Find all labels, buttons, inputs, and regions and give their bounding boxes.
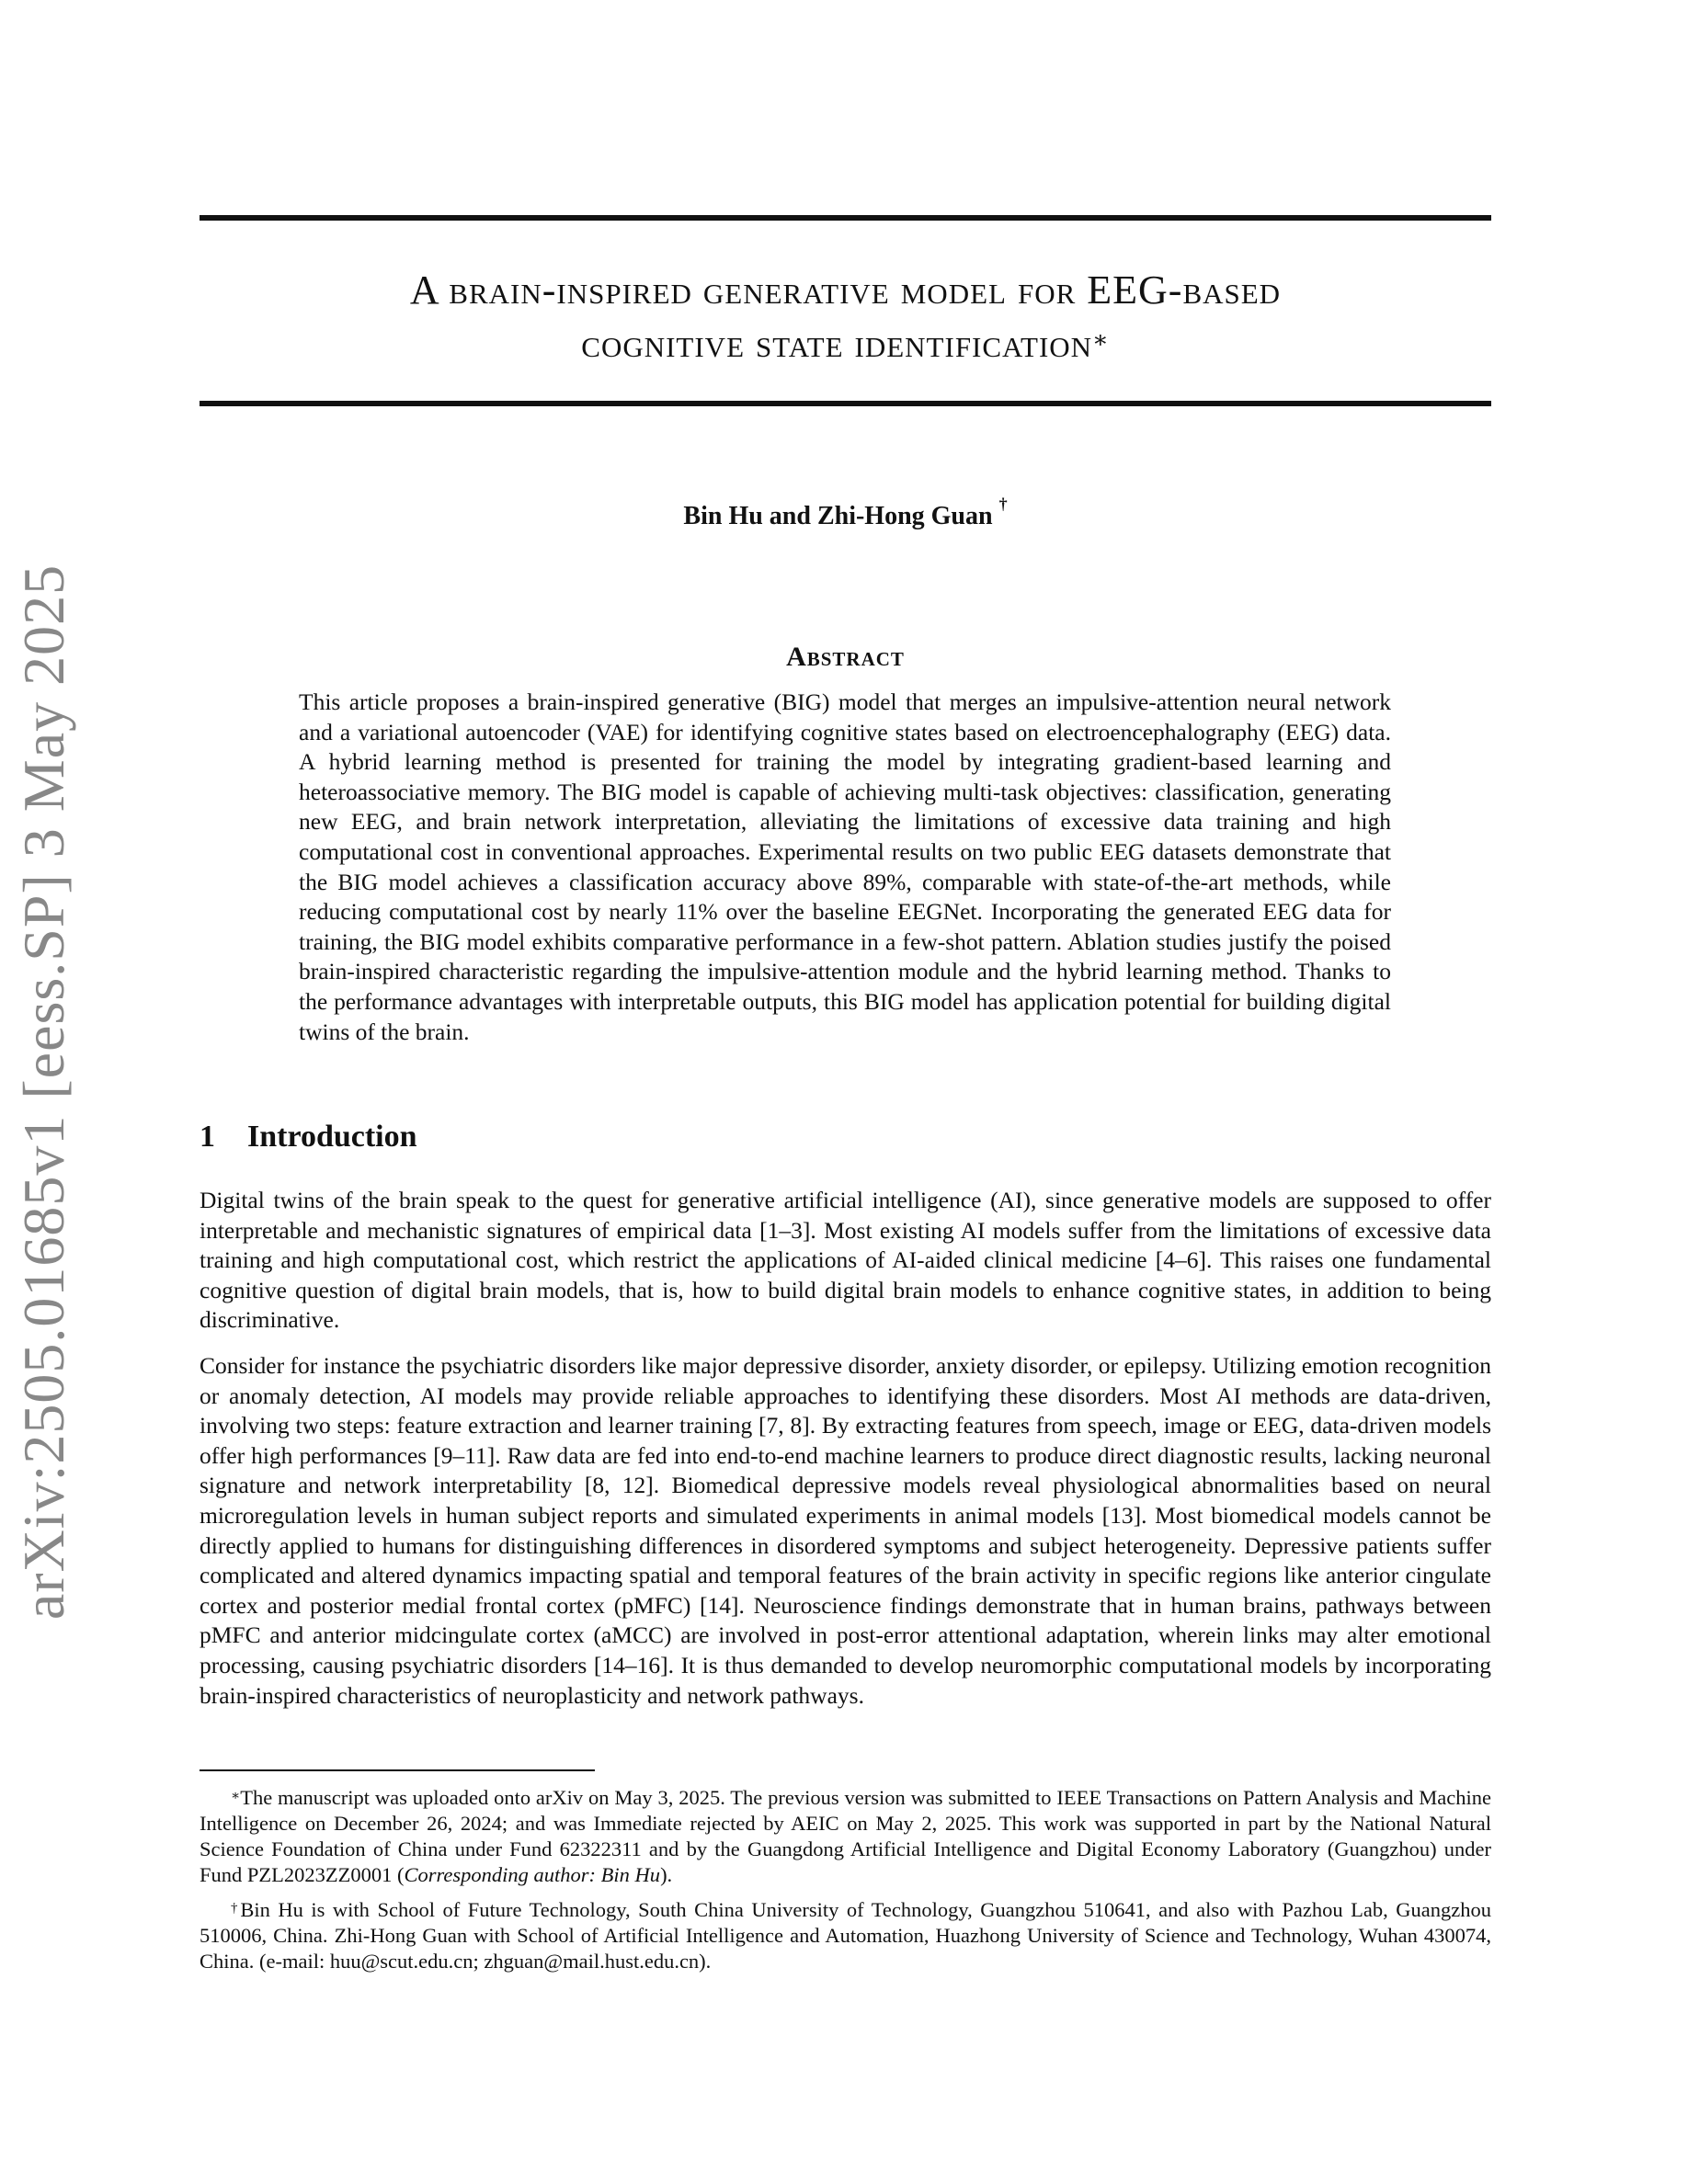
- footnote-1-tail: ).: [660, 1863, 673, 1886]
- section-heading-introduction: [200, 1120, 417, 1155]
- section-number: 1: [200, 1120, 215, 1154]
- footnote-1-text: The manuscript was uploaded onto arXiv on May 3, 2025. The previous version was submitted to IEEE Transactions on Pattern Analysis and Machine Intelligence on December 26, 2024; and was Immediate rejected by AEIC on May 2, 2025. This work was supported in part by the National Natural Science Foundation of China under Fund 62322311 and by the Guangdong Artificial Intelligence and Digital Economy Laboratory (Guangzhou) under Fund PZL2023ZZ0001 (: [200, 1786, 1491, 1886]
- footnote-1-corresponding-author: Corresponding author: Bin Hu: [404, 1863, 661, 1886]
- footnote-2: [200, 1897, 1491, 1974]
- author-list: [200, 495, 1491, 531]
- paper-title-line-1: [200, 265, 1491, 316]
- abstract-heading: Abstract: [786, 642, 905, 672]
- footnote-1-mark: ∗: [231, 1789, 241, 1803]
- footnote-2-mark: †: [231, 1901, 241, 1916]
- intro-paragraph-2: Consider for instance the psychiatric disorders like major depressive disorder, anxiety disorder, or epilepsy. Utilizing emotion recognition or anomaly detection, AI models may provide reliable approaches to identifying these disorders. Most AI methods are data-driven, involving two steps: feature extraction and learner training [7, 8]. By extracting features from speech, image or EEG, data-driven models offer high performances [9–11]. Raw data are fed into end-to-end machine learners to produce direct diagnostic results, lacking neuronal signature and network interpretability [8, 12]. Biomedical depressive models reveal physiological abnormalities based on neural microregulation levels in human subject reports and simulated experiments in animal models [13]. Most biomedical models cannot be directly applied to humans for distinguishing differences in disordered symptoms and subject heterogeneity. Depressive patients suffer complicated and altered dynamics impacting spatial and temporal features of the brain activity in specific regions like anterior cingulate cortex and posterior medial frontal cortex (pMFC) [14]. Neuroscience findings demonstrate that in human brains, pathways between pMFC and anterior midcingulate cortex (aMCC) are involved in post-error attentional adaptation, wherein links may alter emotional processing, causing psychiatric disorders [14–16]. It is thus demanded to develop neuromorphic computational models by incorporating brain-inspired characteristics of neuroplasticity and network pathways.: [200, 1352, 1491, 1709]
- title-top-rule: [200, 215, 1491, 221]
- author-names: Bin Hu and Zhi-Hong Guan: [683, 502, 993, 530]
- title-line-1-text: A brain-inspired generative model for EEG-based: [409, 267, 1282, 313]
- intro-paragraph-1: Digital twins of the brain speak to the quest for generative artificial intelligence (AI), since generative models are supposed to offer interpretable and mechanistic signatures of empirical data [1–3]. Most existing AI models suffer from the limitations of excessive data training and high computational cost, which restrict the applications of AI-aided clinical medicine [4–6]. This raises one fundamental cognitive question of digital brain models, that is, how to build digital brain models to enhance cognitive states, in addition to being discriminative.: [200, 1187, 1491, 1334]
- paper-title-line-2: [200, 318, 1491, 370]
- section-title: Introduction: [247, 1120, 417, 1154]
- footnote-2-text: Bin Hu is with School of Future Technology, South China University of Technology, Guangzhou 510641, and also with Pazhou Lab, Guangzhou 510006, China. Zhi-Hong Guan with School of Artificial Intelligence and Automation, Huazhong University of Science and Technology, Wuhan 430074, China. (e-mail: huu@scut.edu.cn; zhguan@mail.hust.edu.cn).: [200, 1898, 1491, 1973]
- title-footnote-mark: ∗: [1092, 326, 1110, 353]
- footnote-separator: [200, 1769, 595, 1771]
- arxiv-identifier-stamp: arXiv:2505.01685v1 [eess.SP] 3 May 2025: [11, 563, 76, 1621]
- author-footnote-mark: †: [998, 495, 1008, 513]
- title-bottom-rule: [200, 401, 1491, 406]
- abstract-text: This article proposes a brain-inspired generative (BIG) model that merges an impulsive-attention neural network and a variational autoencoder (VAE) for identifying cognitive states based on electroencephalography (EEG) data. A hybrid learning method is presented for training the model by integrating gradient-based learning and heteroassociative memory. The BIG model is capable of achieving multi-task objectives: classification, generating new EEG, and brain network interpretation, alleviating the limitations of excessive data training and high computational cost in conventional approaches. Experimental results on two public EEG datasets demonstrate that the BIG model achieves a classification accuracy above 89%, comparable with state-of-the-art methods, while reducing computational cost by nearly 11% over the baseline EEGNet. Incorporating the generated EEG data for training, the BIG model exhibits comparative performance in a few-shot pattern. Ablation studies justify the poised brain-inspired characteristic regarding the impulsive-attention module and the hybrid learning method. Thanks to the performance advantages with interpretable outputs, this BIG model has application potential for building digital twins of the brain.: [299, 688, 1391, 1045]
- title-line-2-text: cognitive state identification: [581, 321, 1093, 366]
- footnote-1: [200, 1785, 1491, 1888]
